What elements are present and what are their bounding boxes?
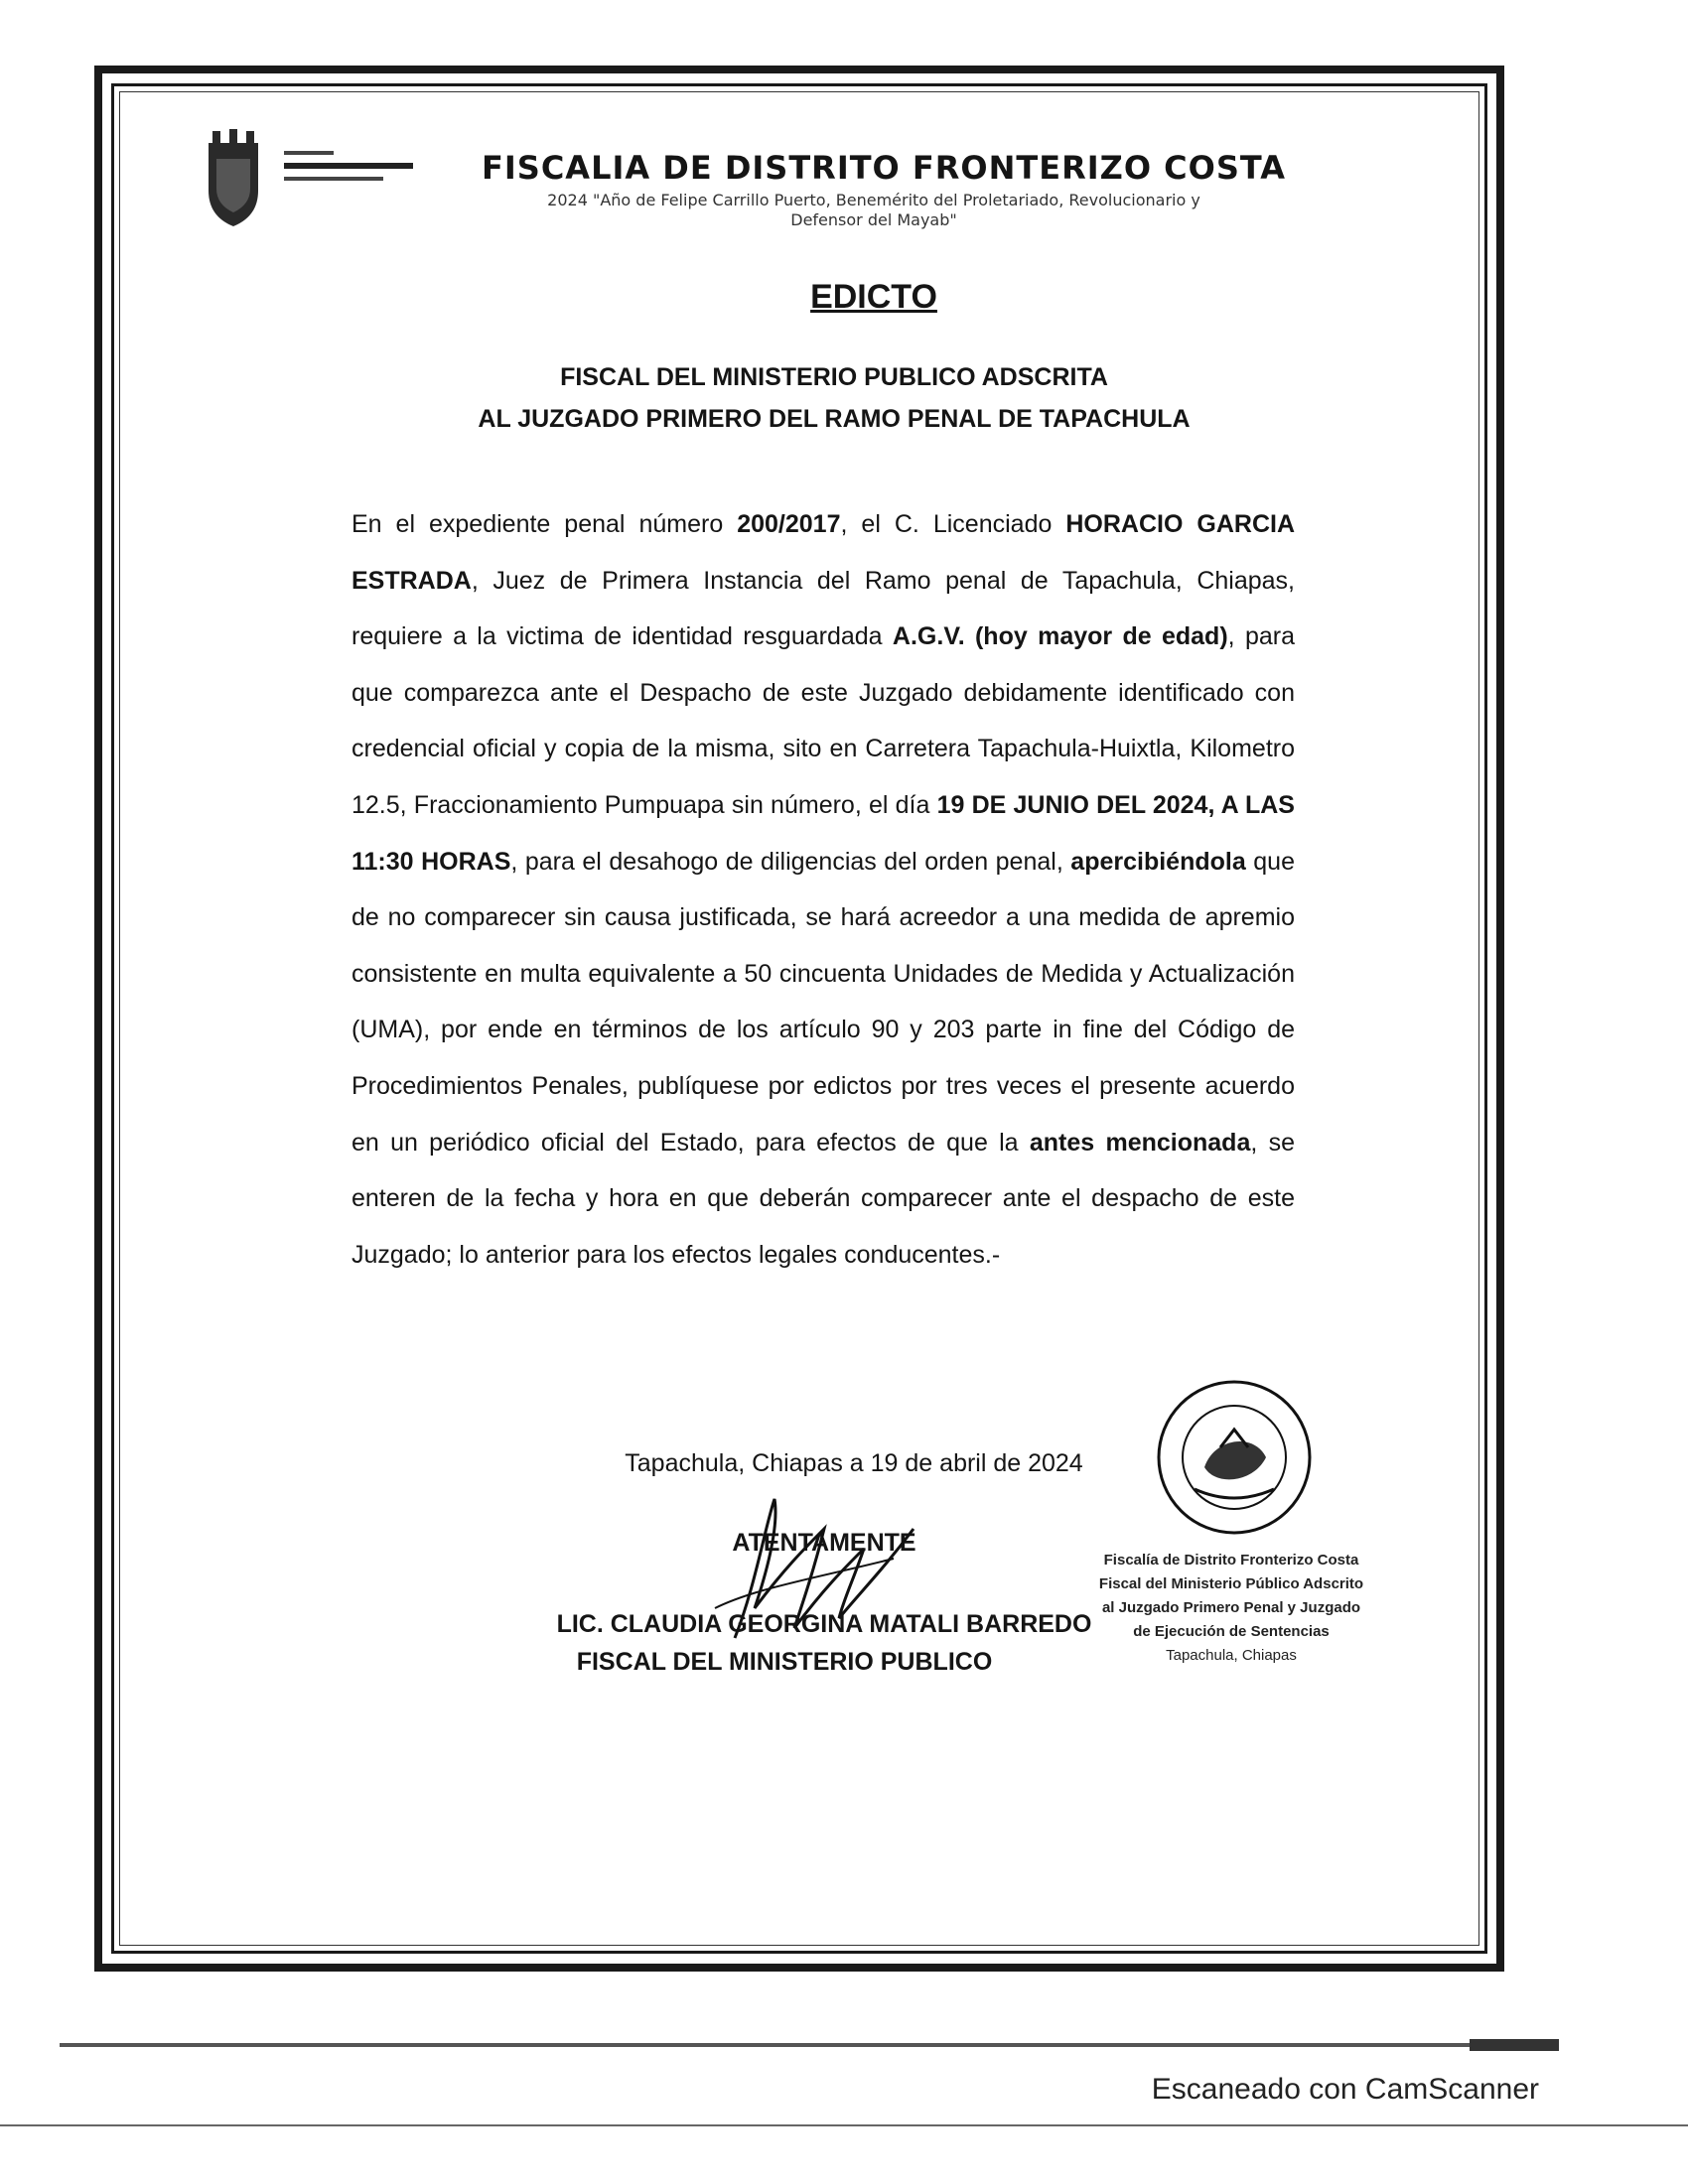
stamp-line2: Fiscal del Ministerio Público Adscrito <box>1098 1575 1364 1592</box>
victim-identity: A.G.V. (hoy mayor de edad) <box>892 622 1228 651</box>
place-and-date: Tapachula, Chiapas a 19 de abril de 2024 <box>625 1449 1083 1477</box>
appointment-date: 19 DE JUNIO DEL 2024, A LAS 11:30 HORAS <box>352 790 1295 876</box>
document-title: EDICTO <box>810 278 937 316</box>
addressee-line1: FISCAL DEL MINISTERIO PUBLICO ADSCRITA <box>560 363 1108 391</box>
addressee-line2: AL JUZGADO PRIMERO DEL RAMO PENAL DE TAPACHULA <box>478 405 1191 433</box>
stamp-line4: de Ejecución de Sentencias <box>1133 1623 1330 1640</box>
signer-role: FISCAL DEL MINISTERIO PUBLICO <box>576 1648 993 1676</box>
official-seal-icon <box>1155 1378 1314 1537</box>
stamp-text <box>1072 1549 1390 1668</box>
stamp-line1: Fiscalía de Distrito Fronterizo Costa <box>1103 1552 1359 1569</box>
body-text-2: , el C. Licenciado <box>840 510 1066 538</box>
stamp-line3: al Juzgado Primero Penal y Juzgado <box>1101 1599 1361 1616</box>
body-text-1: En el expediente penal número <box>352 510 738 538</box>
header-subtitle-line1: 2024 "Año de Felipe Carrillo Puerto, Benemérito del Proletariado, Revolucionario y <box>547 191 1200 209</box>
body-text-3: , Juez de Primera Instancia del Ramo penal de Tapachula, Chiapas, requiere a la victima de identidad resguardada <box>352 566 1295 651</box>
camscanner-watermark: Escaneado con CamScanner <box>1151 2073 1539 2106</box>
scan-divider-top <box>60 2043 1559 2047</box>
body-text-5: , para el desahogo de diligencias del orden penal, <box>510 847 1071 876</box>
mentioned-person: antes mencionada <box>1029 1128 1251 1157</box>
edict-body <box>352 496 1295 1283</box>
header-subtitle <box>447 191 1301 230</box>
closing-word: ATENTAMENTE <box>732 1529 916 1557</box>
body-text-6: que de no comparecer sin causa justificada, se hará acreedor a una medida de apremio consistente en multa equivalente a 50 cincuenta Unidades de Medida y Actualización (UMA), por ende en términos de los artículo 90 y 203 parte in fine del Código de Procedimientos Penales, publíquese por edictos por tres veces el presente acuerdo en un periódico oficial del Estado, para efectos de que la <box>352 847 1295 1157</box>
body-text-4: , para que comparezca ante el Despacho de este Juzgado debidamente identificado con credencial oficial y copia de la misma, sito en Carretera Tapachula-Huixtla, Kilometro 12.5, Fraccionamiento Pumpuapa sin número, el día <box>352 622 1295 819</box>
judge-name: HORACIO GARCIA ESTRADA <box>352 510 1296 595</box>
scan-artifact-bar <box>1470 2039 1559 2051</box>
header-title: FISCALIA DE DISTRITO FRONTERIZO COSTA <box>482 149 1286 187</box>
body-text-7: , se enteren de la fecha y hora en que deberán comparecer ante el despacho de este Juzgado; lo anterior para los efectos legales conducentes.- <box>352 1128 1295 1269</box>
case-number: 200/2017 <box>737 510 841 538</box>
scan-divider-bottom <box>0 2124 1688 2126</box>
coat-of-arms-icon <box>203 129 264 228</box>
warning-word: apercibiéndola <box>1070 847 1246 876</box>
signer-name: LIC. CLAUDIA GEORGINA MATALI BARREDO <box>556 1610 1092 1638</box>
stamp-line5: Tapachula, Chiapas <box>1166 1647 1297 1664</box>
header-subtitle-line2: Defensor del Mayab" <box>790 210 957 229</box>
